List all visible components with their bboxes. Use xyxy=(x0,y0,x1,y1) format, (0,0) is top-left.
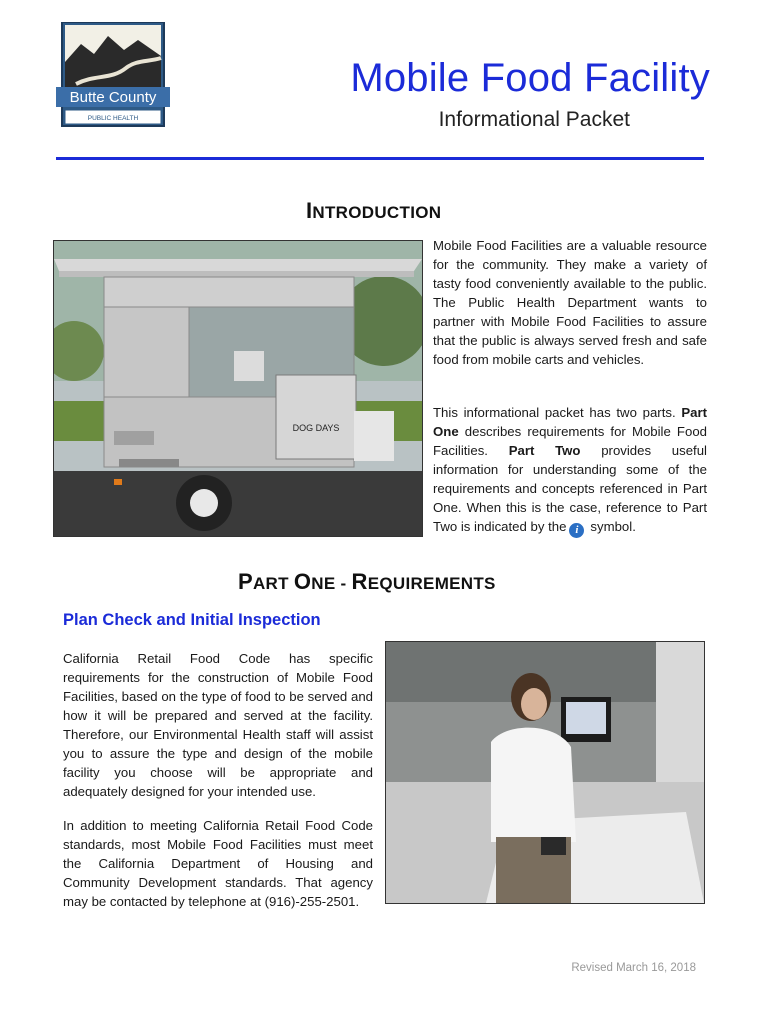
introduction-heading: INTRODUCTION xyxy=(306,198,442,223)
page-subtitle: Informational Packet xyxy=(438,108,630,131)
logo-department-text: PUBLIC HEALTH xyxy=(87,115,139,122)
part-one-heading: PART ONE - REQUIREMENTS xyxy=(238,569,496,594)
revised-date: Revised March 16, 2018 xyxy=(571,962,696,974)
cart-sign-text: DOG DAYS xyxy=(292,423,340,433)
mobile-food-cart-photo xyxy=(53,240,423,537)
title-divider xyxy=(56,157,704,160)
logo-county-text: Butte County xyxy=(69,89,157,106)
butte-county-public-health-logo xyxy=(56,22,170,130)
intro-paragraph-1: Mobile Food Facilities are a valuable resource for the community. They make a variety of tasty food conveniently available to the public. The Public Health Department wants to partner with Mobile Food Facilities to assure that the public is always served fresh and safe food from mobile carts and vehicles. xyxy=(433,238,707,367)
inspector-office-photo xyxy=(385,641,705,904)
intro-paragraph-2: This informational packet has two parts. Part One describes requirements for Mobile Food Facilities. Part Two provides useful information for understanding some of the requirements and concepts referenced in Part One. When this is the case, reference to Part Two is indicated by the i symbol. xyxy=(433,405,707,536)
page-title: Mobile Food Facility xyxy=(350,56,710,100)
plan-check-paragraph-2: In addition to meeting California Retail Food Code standards, most Mobile Food Facilities must meet the California Department of Housing and Community Development standards. That agency may be contacted by telephone at (916)-255-2501. xyxy=(63,818,373,909)
plan-check-paragraph-1: California Retail Food Code has specific requirements for the construction of Mobile Food Facilities, based on the type of food to be served and how it will be prepared and served at the facility. Therefore, our Environmental Health staff will assist you to assure the type and design of the mobile facility you choose will be appropriate and adequately designed for your intended use. xyxy=(63,651,373,799)
plan-check-subheading: Plan Check and Initial Inspection xyxy=(63,611,321,629)
info-icon: i xyxy=(569,523,584,538)
